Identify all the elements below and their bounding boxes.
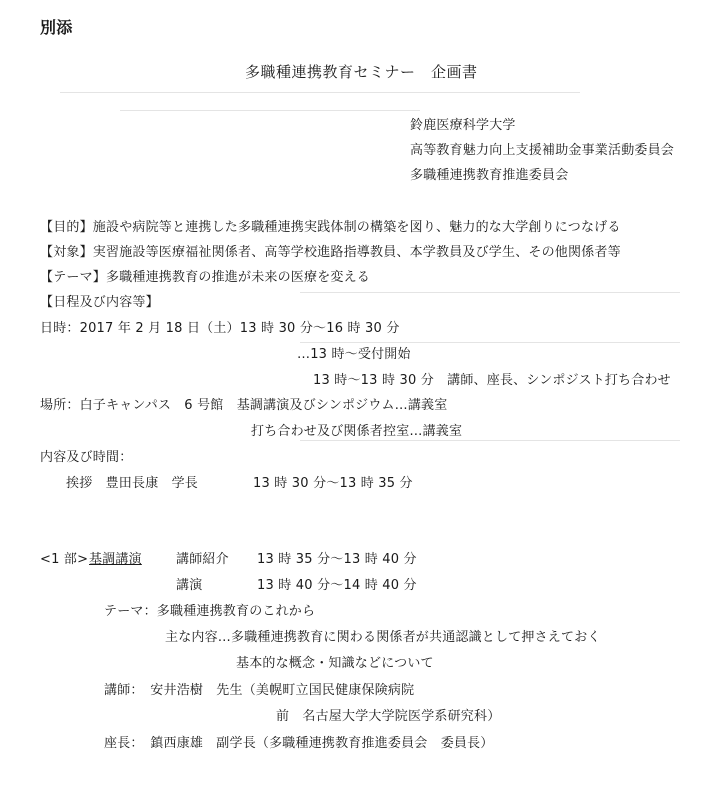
intro-label: 講師紹介 (176, 552, 229, 567)
content-heading: 内容及び時間： (40, 450, 133, 465)
lecture-content-1: 主な内容…多職種連携教育に関わる関係者が共通認識として押さえておく (165, 630, 601, 645)
organizer-committee: 高等教育魅力向上支援補助金事業活動委員会 (410, 143, 675, 158)
theme-line: 【テーマ】多職種連携教育の推進が未来の医療を変える (40, 270, 371, 285)
bleed-through-line (60, 92, 580, 93)
schedule-heading: 【日程及び内容等】 (40, 295, 159, 310)
chair-line: 座長： 鎮西康雄 副学長（多職種連携教育推進委員会 委員長） (104, 736, 494, 751)
bleed-through-line (120, 110, 420, 111)
greeting-time: 13 時 30 分～13 時 35 分 (253, 476, 413, 491)
venue-line-2: 打ち合わせ及び関係者控室…講義室 (251, 424, 463, 439)
lecture-theme: テーマ：多職種連携教育のこれから (104, 604, 316, 619)
target-line: 【対象】実習施設等医療福祉関係者、高等学校進路指導教員、本学教員及び学生、その他関係者等 (40, 245, 621, 260)
organizer-university: 鈴鹿医療科学大学 (410, 118, 516, 133)
document-title: 多職種連携教育セミナー 企画書 (245, 63, 478, 81)
attachment-label: 別添 (40, 18, 73, 37)
lecture-time: 13 時 40 分～14 時 40 分 (257, 578, 417, 593)
intro-time: 13 時 35 分～13 時 40 分 (257, 552, 417, 567)
part1-prefix: <1 部> (40, 552, 89, 567)
briefing-line: 13 時～13 時 30 分 講師、座長、シンポジスト打ち合わせ (313, 373, 671, 388)
venue-line: 場所：白子キャンパス 6 号館 基調講演及びシンポジウム…講義室 (40, 398, 448, 413)
bleed-through-line (300, 342, 680, 343)
lecture-content-2: 基本的な概念・知識などについて (236, 656, 434, 671)
organizer-ipe-committee: 多職種連携教育推進委員会 (410, 168, 569, 183)
bleed-through-line (300, 292, 680, 293)
datetime-line: 日時：2017 年 2 月 18 日（土）13 時 30 分～16 時 30 分 (40, 321, 400, 336)
lecturer-line: 講師： 安井浩樹 先生（美幌町立国民健康保険病院 (104, 683, 415, 698)
greeting-label: 挨拶 豊田長康 学長 (66, 476, 199, 491)
reception-line: …13 時～受付開始 (297, 347, 411, 362)
lecture-label: 講演 (176, 578, 203, 593)
purpose-line: 【目的】施設や病院等と連携した多職種連携実践体制の構築を図り、魅力的な大学創りにつなげる (40, 220, 621, 235)
bleed-through-line (300, 440, 680, 441)
lecturer-line-2: 前 名古屋大学大学院医学系研究科） (276, 709, 501, 724)
part1-name: 基調講演 (89, 552, 142, 567)
